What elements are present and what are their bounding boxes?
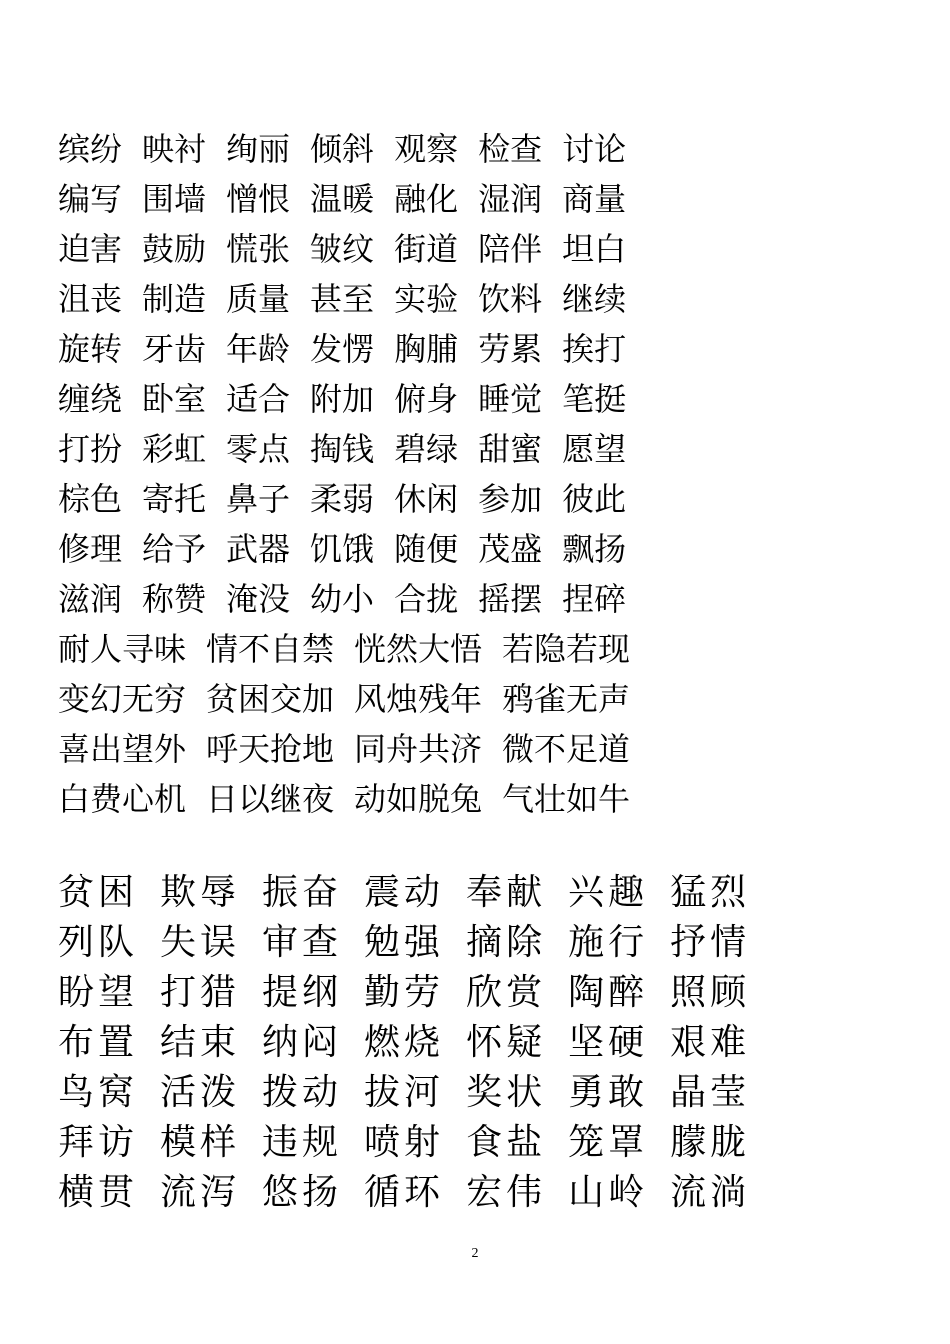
word-item: 饥饿 [310,530,375,568]
word-item: 缤纷 [58,130,123,168]
word-item: 结束 [160,1022,241,1063]
word-item: 鸟窝 [58,1072,139,1113]
word-item: 劳累 [478,330,543,368]
word-item: 悠扬 [262,1172,343,1213]
word-item: 商量 [562,180,627,218]
word-item: 盼望 [58,972,139,1013]
word-item: 给予 [142,530,207,568]
word-item: 鼓励 [142,230,207,268]
word-row [58,424,650,474]
word-item: 滋润 [58,580,123,618]
word-row [58,968,772,1018]
word-item: 合拢 [394,580,459,618]
word-item: 憎恨 [226,180,291,218]
word-item: 茂盛 [478,530,543,568]
word-item: 食盐 [466,1122,547,1163]
word-item: 愿望 [562,430,627,468]
word-row [58,1068,772,1118]
word-item: 附加 [310,380,375,418]
word-row [58,174,650,224]
word-item: 日以继夜 [206,780,335,818]
word-item: 贫困 [58,872,139,913]
word-item: 循环 [364,1172,445,1213]
word-item: 抒情 [670,922,751,963]
word-item: 牙齿 [142,330,207,368]
word-row [58,474,650,524]
word-item: 振奋 [262,872,343,913]
word-item: 若隐若现 [502,630,631,668]
word-item: 失误 [160,922,241,963]
word-item: 彼此 [562,480,627,518]
word-item: 掏钱 [310,430,375,468]
word-item: 迫害 [58,230,123,268]
word-item: 年龄 [226,330,291,368]
word-item: 参加 [478,480,543,518]
word-item: 提纲 [262,972,343,1013]
word-item: 照顾 [670,972,751,1013]
word-item: 流淌 [670,1172,751,1213]
word-item: 拜访 [58,1122,139,1163]
word-list-regular [58,124,650,824]
word-item: 笼罩 [568,1122,649,1163]
word-item: 打猎 [160,972,241,1013]
word-row [58,868,772,918]
word-item: 质量 [226,280,291,318]
word-item: 喷射 [364,1122,445,1163]
word-item: 湿润 [478,180,543,218]
word-item: 讨论 [562,130,627,168]
word-item: 燃烧 [364,1022,445,1063]
word-item: 横贯 [58,1172,139,1213]
word-item: 笔挺 [562,380,627,418]
word-item: 拔河 [364,1072,445,1113]
word-item: 流泻 [160,1172,241,1213]
word-item: 变幻无穷 [58,680,187,718]
word-item: 修理 [58,530,123,568]
word-item: 幼小 [310,580,375,618]
word-item: 风烛残年 [354,680,483,718]
page-number: 2 [471,1246,479,1261]
word-item: 动如脱兔 [354,780,483,818]
word-item: 陶醉 [568,972,649,1013]
word-item: 模样 [160,1122,241,1163]
word-item: 怀疑 [466,1022,547,1063]
word-item: 沮丧 [58,280,123,318]
word-item: 摘除 [466,922,547,963]
word-item: 挨打 [562,330,627,368]
word-item: 融化 [394,180,459,218]
word-item: 胸脯 [394,330,459,368]
word-item: 缠绕 [58,380,123,418]
word-row [58,124,650,174]
word-item: 彩虹 [142,430,207,468]
word-item: 艰难 [670,1022,751,1063]
word-row [58,624,650,674]
word-item: 发愣 [310,330,375,368]
word-item: 欺辱 [160,872,241,913]
word-item: 碧绿 [394,430,459,468]
word-row [58,374,650,424]
word-row [58,1168,772,1218]
word-row [58,574,650,624]
word-item: 同舟共济 [354,730,483,768]
word-item: 违规 [262,1122,343,1163]
word-item: 围墙 [142,180,207,218]
word-item: 白费心机 [58,780,187,818]
word-item: 贫困交加 [206,680,335,718]
word-item: 皱纹 [310,230,375,268]
word-item: 施行 [568,922,649,963]
word-item: 检查 [478,130,543,168]
word-item: 继续 [562,280,627,318]
word-item: 武器 [226,530,291,568]
word-item: 勇敢 [568,1072,649,1113]
word-item: 奉献 [466,872,547,913]
word-item: 卧室 [142,380,207,418]
word-item: 适合 [226,380,291,418]
word-item: 兴趣 [568,872,649,913]
word-item: 柔弱 [310,480,375,518]
word-item: 坚硬 [568,1022,649,1063]
word-item: 奖状 [466,1072,547,1113]
word-item: 打扮 [58,430,123,468]
word-item: 零点 [226,430,291,468]
word-item: 俯身 [394,380,459,418]
word-item: 观察 [394,130,459,168]
word-item: 勤劳 [364,972,445,1013]
word-item: 飘扬 [562,530,627,568]
word-item: 绚丽 [226,130,291,168]
word-item: 编写 [58,180,123,218]
word-item: 慌张 [226,230,291,268]
word-item: 实验 [394,280,459,318]
word-row [58,918,772,968]
word-item: 陪伴 [478,230,543,268]
word-row [58,1018,772,1068]
word-item: 列队 [58,922,139,963]
word-item: 甜蜜 [478,430,543,468]
word-item: 摇摆 [478,580,543,618]
word-item: 称赞 [142,580,207,618]
word-item: 睡觉 [478,380,543,418]
word-row [58,724,650,774]
word-row [58,774,650,824]
word-item: 微不足道 [502,730,631,768]
word-item: 呼天抢地 [206,730,335,768]
word-item: 猛烈 [670,872,751,913]
word-item: 布置 [58,1022,139,1063]
word-item: 审查 [262,922,343,963]
word-row [58,1118,772,1168]
word-item: 捏碎 [562,580,627,618]
word-item: 晶莹 [670,1072,751,1113]
word-row [58,524,650,574]
word-item: 饮料 [478,280,543,318]
word-item: 坦白 [562,230,627,268]
word-item: 拨动 [262,1072,343,1113]
word-list-kai [58,868,772,1218]
word-item: 活泼 [160,1072,241,1113]
word-item: 欣赏 [466,972,547,1013]
word-item: 淹没 [226,580,291,618]
word-item: 勉强 [364,922,445,963]
word-item: 纳闷 [262,1022,343,1063]
word-item: 倾斜 [310,130,375,168]
word-item: 震动 [364,872,445,913]
word-item: 情不自禁 [206,630,335,668]
word-item: 休闲 [394,480,459,518]
word-item: 朦胧 [670,1122,751,1163]
word-item: 映衬 [142,130,207,168]
word-item: 鸦雀无声 [502,680,631,718]
word-item: 宏伟 [466,1172,547,1213]
word-item: 街道 [394,230,459,268]
word-item: 喜出望外 [58,730,187,768]
word-item: 鼻子 [226,480,291,518]
word-item: 寄托 [142,480,207,518]
word-item: 山岭 [568,1172,649,1213]
word-row [58,674,650,724]
word-item: 旋转 [58,330,123,368]
word-row [58,224,650,274]
word-item: 恍然大悟 [354,630,483,668]
word-item: 棕色 [58,480,123,518]
word-item: 耐人寻味 [58,630,187,668]
word-row [58,274,650,324]
word-item: 制造 [142,280,207,318]
word-item: 随便 [394,530,459,568]
word-row [58,324,650,374]
word-item: 甚至 [310,280,375,318]
word-item: 气壮如牛 [502,780,631,818]
word-item: 温暖 [310,180,375,218]
